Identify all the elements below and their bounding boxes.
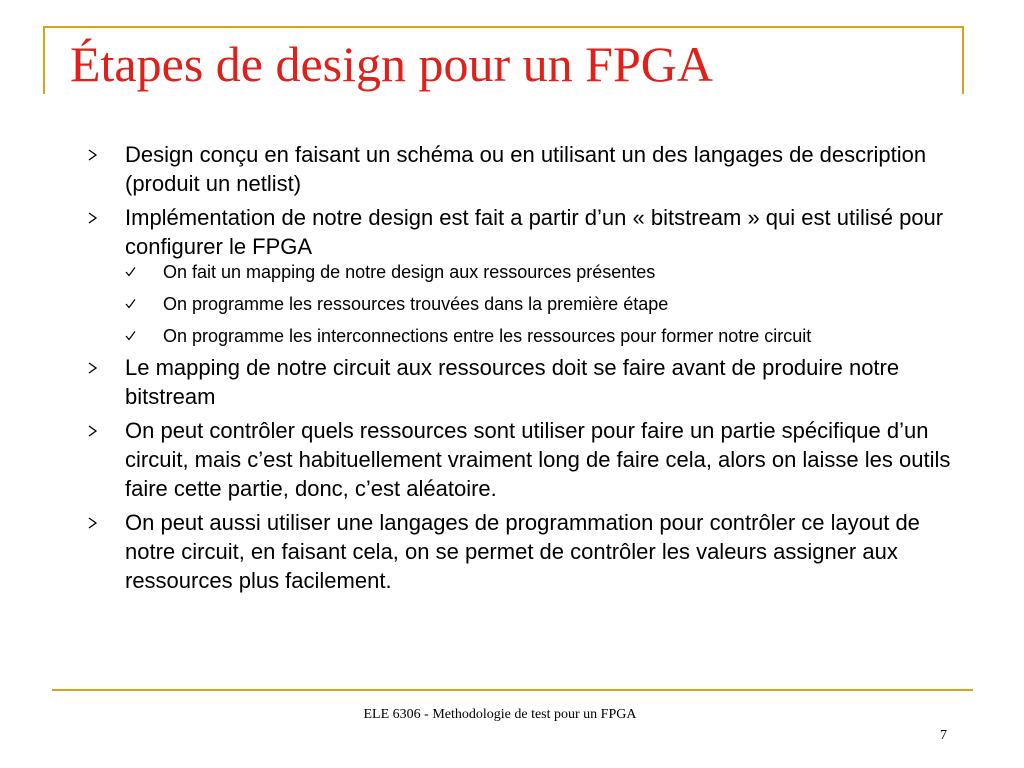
page-number: 7 bbox=[940, 728, 947, 743]
footer-rule bbox=[52, 689, 973, 691]
bullet-list bbox=[88, 140, 958, 595]
sub-bullet-item bbox=[125, 293, 958, 316]
checkmark-bullet-icon bbox=[125, 266, 136, 277]
title-frame-top-rule bbox=[43, 26, 964, 28]
bullet-item bbox=[88, 416, 958, 503]
slide-title: Étapes de design pour un FPGA bbox=[70, 36, 713, 92]
bullet-text: Implémentation de notre design est fait a partir d’un « bitstream » qui est utilisé pour configurer le FPGA bbox=[125, 205, 944, 259]
bullet-text: Design conçu en faisant un schéma ou en utilisant un des langages de description (produit un netlist) bbox=[125, 142, 927, 196]
sub-bullet-text: On programme les ressources trouvées dans la première étape bbox=[163, 294, 669, 314]
slide-body bbox=[88, 140, 958, 600]
sub-bullet-text: On programme les interconnections entre les ressources pour former notre circuit bbox=[163, 326, 812, 346]
arrowhead-bullet-icon bbox=[88, 425, 98, 437]
bullet-text: On peut contrôler quels ressources sont utiliser pour faire un partie spécifique d’un circuit, mais c’est habituellement vraiment long de faire cela, alors on laisse les outils faire cette partie, donc, c’est aléatoire. bbox=[125, 418, 951, 501]
arrowhead-bullet-icon bbox=[88, 362, 98, 374]
sub-bullet-item bbox=[125, 325, 958, 348]
arrowhead-bullet-icon bbox=[88, 212, 98, 224]
title-frame-right-rule bbox=[962, 26, 964, 94]
sub-bullet-text: On fait un mapping de notre design aux ressources présentes bbox=[163, 262, 656, 282]
arrowhead-bullet-icon bbox=[88, 517, 98, 529]
bullet-item bbox=[88, 203, 958, 348]
bullet-item bbox=[88, 508, 958, 595]
arrowhead-bullet-icon bbox=[88, 149, 98, 161]
sub-bullet-item bbox=[125, 261, 958, 284]
bullet-item bbox=[88, 353, 958, 411]
sub-bullet-list bbox=[125, 261, 958, 348]
bullet-text: On peut aussi utiliser une langages de programmation pour contrôler ce layout de notre circuit, en faisant cela, on se permet de contrôler les valeurs assigner aux ressources plus facilement. bbox=[125, 510, 920, 593]
bullet-item bbox=[88, 140, 958, 198]
footer-course-label: ELE 6306 - Methodologie de test pour un FPGA bbox=[363, 707, 637, 722]
title-frame-left-rule bbox=[43, 26, 45, 94]
bullet-text: Le mapping de notre circuit aux ressources doit se faire avant de produire notre bitstream bbox=[125, 355, 900, 409]
checkmark-bullet-icon bbox=[125, 298, 136, 309]
checkmark-bullet-icon bbox=[125, 330, 136, 341]
